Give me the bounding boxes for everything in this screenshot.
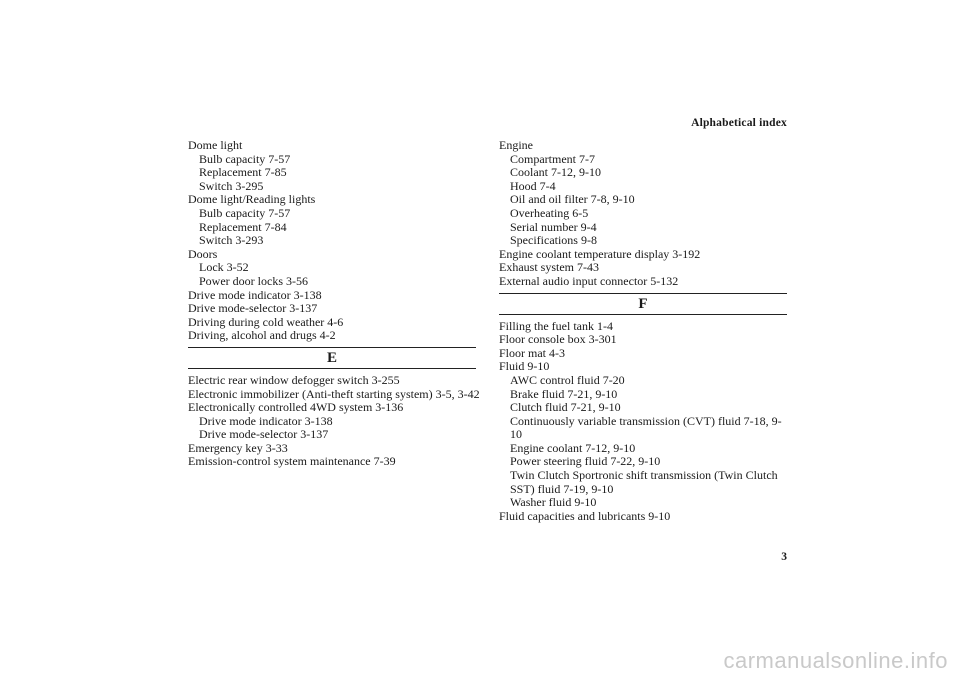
index-entry: Driving during cold weather 4-6: [188, 314, 344, 329]
index-subentry: Hood 7-4: [510, 178, 556, 193]
index-subentry: Drive mode indicator 3-138: [199, 413, 333, 428]
index-entry: Floor mat 4-3: [499, 345, 565, 360]
index-subentry: Power steering fluid 7-22, 9-10: [510, 454, 661, 469]
index-subentry: AWC control fluid 7-20: [510, 372, 625, 387]
index-subentry: Overheating 6-5: [510, 205, 589, 220]
index-subentry: Switch 3-295: [199, 178, 264, 193]
watermark-text: carmanualsonline.info: [723, 648, 948, 673]
section-heading-e: E: [188, 347, 476, 369]
index-subentry: Coolant 7-12, 9-10: [510, 165, 601, 180]
index-subentry: Brake fluid 7-21, 9-10: [510, 386, 618, 401]
index-subentry: Continuously variable transmission (CVT) fluid 7-18, 9-10: [510, 413, 782, 442]
index-entry: Floor console box 3-301: [499, 332, 617, 347]
index-subentry: Bulb capacity 7-57: [199, 151, 291, 166]
index-column-left: [188, 138, 480, 469]
index-entry: Emission-control system maintenance 7-39: [188, 454, 396, 469]
f-entries-list: [499, 320, 787, 524]
index-subentry: Washer fluid 9-10: [510, 495, 597, 510]
index-entry: Exhaust system 7-43: [499, 260, 599, 275]
page-number: 3: [781, 551, 787, 563]
index-entry: Drive mode-selector 3-137: [188, 301, 318, 316]
index-entry: Electronically controlled 4WD system 3-136: [188, 400, 404, 415]
index-entry: Emergency key 3-33: [188, 440, 288, 455]
index-subentry: Twin Clutch Sportronic shift transmission (Twin Clutch SST) fluid 7-19, 9-10: [510, 468, 778, 496]
index-entry: Driving, alcohol and drugs 4-2: [188, 328, 336, 343]
index-subentry: Compartment 7-7: [510, 151, 595, 166]
index-subentry: Replacement 7-84: [199, 219, 287, 234]
engine-entries-list: [499, 139, 787, 289]
index-subentry: Engine coolant 7-12, 9-10: [510, 440, 636, 455]
index-subentry: Switch 3-293: [199, 233, 264, 248]
index-entry: Electric rear window defogger switch 3-255: [188, 372, 400, 387]
index-subentry: Clutch fluid 7-21, 9-10: [510, 400, 621, 415]
index-column-right: [499, 139, 787, 523]
index-entry: Engine coolant temperature display 3-192: [499, 246, 701, 261]
index-subentry: Oil and oil filter 7-8, 9-10: [510, 192, 635, 207]
index-subentry: Power door locks 3-56: [199, 273, 308, 288]
index-entry: External audio input connector 5-132: [499, 273, 679, 288]
index-subentry: Lock 3-52: [199, 260, 249, 275]
index-entry: Fluid 9-10: [499, 359, 550, 374]
index-entry: Filling the fuel tank 1-4: [499, 318, 613, 333]
index-subentry: Bulb capacity 7-57: [199, 205, 291, 220]
index-entry: Dome light/Reading lights: [188, 192, 316, 207]
index-entry: Dome light: [188, 138, 243, 152]
page-header-title: Alphabetical index: [691, 117, 787, 129]
index-subentry: Specifications 9-8: [510, 233, 597, 248]
index-entry: Doors: [188, 246, 218, 261]
index-entry: Fluid capacities and lubricants 9-10: [499, 508, 671, 523]
section-heading-f: F: [499, 293, 787, 315]
e-entries-list: [188, 372, 480, 469]
index-subentry: Serial number 9-4: [510, 219, 597, 234]
index-entry: Electronic immobilizer (Anti-theft starting system) 3-5, 3-42: [188, 386, 480, 401]
index-entry: Engine: [499, 138, 533, 152]
index-subentry: Drive mode-selector 3-137: [199, 427, 329, 442]
d-entries-list: [188, 139, 476, 343]
index-entry: Drive mode indicator 3-138: [188, 287, 322, 302]
index-subentry: Replacement 7-85: [199, 165, 287, 180]
